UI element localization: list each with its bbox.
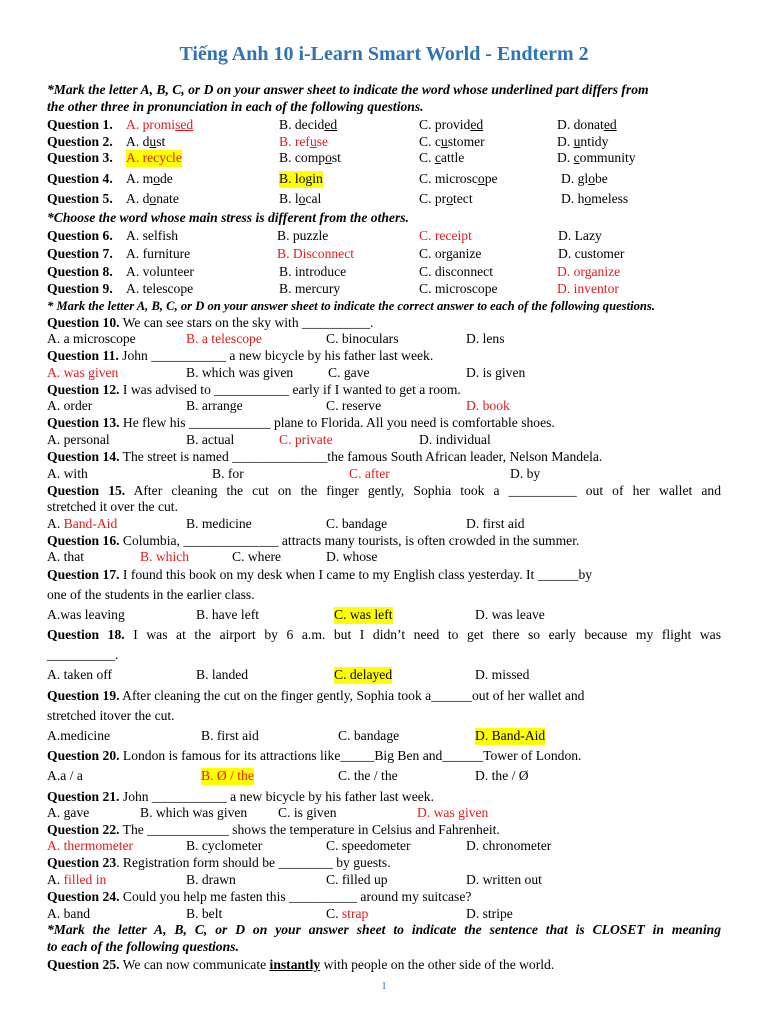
question-17-stem-cont: one of the students in the earlier class.	[47, 587, 255, 602]
q13-option-b[interactable]: B. actual	[186, 432, 235, 447]
q4-option-b[interactable]: B. login	[279, 171, 323, 186]
q17-option-b[interactable]: B. have left	[196, 607, 260, 622]
question-9-label: Question 9.	[47, 281, 113, 296]
question-6-label: Question 6.	[47, 228, 113, 243]
q8-option-c[interactable]: C. disconnect	[419, 264, 493, 279]
q10-option-c[interactable]: C. binoculars	[326, 331, 399, 346]
instruction-pronunciation-cont: the other three in pronunciation in each of the following questions.	[47, 99, 424, 114]
q7-option-d[interactable]: D. customer	[558, 246, 625, 261]
q7-option-a[interactable]: A. furniture	[126, 246, 191, 261]
question-15-stem-cont: stretched it over the cut.	[47, 499, 178, 514]
q18-option-b[interactable]: B. landed	[196, 667, 249, 682]
q23-option-d[interactable]: D. written out	[466, 872, 542, 887]
q19-option-c[interactable]: C. bandage	[338, 728, 400, 743]
q13-option-d[interactable]: D. individual	[419, 432, 491, 447]
q6-option-d[interactable]: D. Lazy	[558, 228, 602, 243]
q21-option-d[interactable]: D. was given	[417, 805, 489, 820]
q9-option-d[interactable]: D. inventor	[557, 281, 619, 296]
q16-option-a[interactable]: A. that	[47, 549, 84, 564]
q24-option-c[interactable]: C. strap	[326, 906, 369, 921]
q3-option-c[interactable]: C. cattle	[419, 150, 465, 165]
q24-option-d[interactable]: D. stripe	[466, 906, 513, 921]
q12-option-a[interactable]: A. order	[47, 398, 93, 413]
question-24-stem: Question 24. Could you help me fasten this __________ around my suitcase?	[47, 889, 472, 904]
q2-option-b[interactable]: B. refuse	[279, 134, 329, 149]
question-14-stem: Question 14. The street is named ______________the famous South African leader, Nelson Mandela.	[47, 449, 603, 464]
q23-option-c[interactable]: C. filled up	[326, 872, 388, 887]
question-5-label: Question 5.	[47, 191, 113, 206]
q18-option-d[interactable]: D. missed	[475, 667, 530, 682]
q7-option-c[interactable]: C. organize	[419, 246, 482, 261]
page-number: 1	[381, 980, 387, 992]
q1-option-a[interactable]: A. promised	[126, 117, 194, 132]
q9-option-c[interactable]: C. microscope	[419, 281, 498, 296]
q8-option-a[interactable]: A. volunteer	[126, 264, 194, 279]
question-16-stem: Question 16. Columbia, ______________ attracts many tourists, is often crowded in the summer.	[47, 533, 580, 548]
q5-option-a[interactable]: A. donate	[126, 191, 179, 206]
q22-option-d[interactable]: D. chronometer	[466, 838, 552, 853]
q12-option-c[interactable]: C. reserve	[326, 398, 382, 413]
q6-option-a[interactable]: A. selfish	[126, 228, 179, 243]
question-20-stem: Question 20. London is famous for its attractions like_____Big Ben and______Tower of London.	[47, 748, 582, 763]
q22-option-c[interactable]: C. speedometer	[326, 838, 411, 853]
question-25-stem: Question 25. We can now communicate instantly with people on the other side of the world.	[47, 957, 555, 972]
question-17-stem: Question 17. I found this book on my desk when I came to my English class yesterday. It ______by	[47, 567, 593, 582]
q15-option-b[interactable]: B. medicine	[186, 516, 252, 531]
question-19-stem-cont: stretched itover the cut.	[47, 708, 175, 723]
question-10-stem: Question 10. We can see stars on the sky with __________.	[47, 315, 374, 330]
q2-option-d[interactable]: D. untidy	[557, 134, 609, 149]
q9-option-b[interactable]: B. mercury	[279, 281, 341, 296]
q4-option-a[interactable]: A. mode	[126, 171, 173, 186]
q11-option-c[interactable]: C. gave	[328, 365, 370, 380]
question-15-stem: Question 15. After cleaning the cut on the finger gently, Sophia took a __________ out of her wallet and	[47, 483, 721, 498]
q7-option-b[interactable]: B. Disconnect	[277, 246, 355, 261]
question-22-stem: Question 22. The ____________ shows the temperature in Celsius and Fahrenheit.	[47, 822, 500, 837]
q1-option-c[interactable]: C. provided	[419, 117, 484, 132]
question-18-stem: Question 18. I was at the airport by 6 a.m. but I didn’t need to get there so early because my flight was	[47, 627, 721, 642]
question-21-stem: Question 21. John ___________ a new bicycle by his father last week.	[47, 789, 434, 804]
question-13-stem: Question 13. He flew his ____________ plane to Florida. All you need is comfortable shoes.	[47, 415, 555, 430]
question-18-stem-cont: __________.	[47, 647, 119, 662]
page-title: Tiếng Anh 10 i-Learn Smart World - Endterm 2	[179, 43, 589, 65]
q14-option-b[interactable]: B. for	[212, 466, 244, 481]
q17-option-a[interactable]: A.was leaving	[47, 607, 125, 622]
q16-option-b[interactable]: B. which	[140, 549, 190, 564]
q3-option-a[interactable]: A. recycle	[126, 150, 182, 165]
q3-option-d[interactable]: D. community	[557, 150, 636, 165]
instruction-pronunciation: *Mark the letter A, B, C, or D on your answer sheet to indicate the word whose underlined part differs from	[47, 82, 649, 97]
q19-option-a[interactable]: A.medicine	[47, 728, 111, 743]
q22-option-a[interactable]: A. thermometer	[47, 838, 134, 853]
q24-option-a[interactable]: A. band	[47, 906, 91, 921]
question-4-label: Question 4.	[47, 171, 113, 186]
question-19-stem: Question 19. After cleaning the cut on the finger gently, Sophia took a______out of her wallet and	[47, 688, 585, 703]
question-3-label: Question 3.	[47, 150, 113, 165]
q14-option-d[interactable]: D. by	[510, 466, 541, 481]
q20-option-d[interactable]: D. the / Ø	[475, 768, 529, 783]
question-23-stem: Question 23. Registration form should be ________ by guests.	[47, 855, 391, 870]
question-1-label: Question 1.	[47, 117, 113, 132]
question-12-stem: Question 12. I was advised to ___________ early if I wanted to get a room.	[47, 382, 461, 397]
q10-option-b[interactable]: B. a telescope	[186, 331, 262, 346]
q12-option-b[interactable]: B. arrange	[186, 398, 243, 413]
q20-option-b[interactable]: B. Ø / the	[201, 768, 254, 783]
q5-option-c[interactable]: C. protect	[419, 191, 473, 206]
q9-option-a[interactable]: A. telescope	[126, 281, 194, 296]
q19-option-b[interactable]: B. first aid	[201, 728, 259, 743]
q8-option-b[interactable]: B. introduce	[279, 264, 347, 279]
q21-option-a[interactable]: A. gave	[47, 805, 90, 820]
q22-option-b[interactable]: B. cyclometer	[186, 838, 263, 853]
q15-option-d[interactable]: D. first aid	[466, 516, 525, 531]
q5-option-d[interactable]: D. homeless	[561, 191, 629, 206]
q19-option-d[interactable]: D. Band-Aid	[475, 728, 546, 743]
question-8-label: Question 8.	[47, 264, 113, 279]
q4-option-c[interactable]: C. microscope	[419, 171, 498, 186]
q8-option-d[interactable]: D. organize	[557, 264, 621, 279]
q4-option-d[interactable]: D. globe	[561, 171, 608, 186]
instruction-stress: *Choose the word whose main stress is different from the others.	[47, 210, 409, 225]
q2-option-c[interactable]: C. customer	[419, 134, 485, 149]
q12-option-d[interactable]: D. book	[466, 398, 510, 413]
q23-option-a[interactable]: A. filled in	[47, 872, 107, 887]
instruction-correct-answer: * Mark the letter A, B, C, or D on your answer sheet to indicate the correct answer to each of the following questions.	[47, 299, 655, 313]
q6-option-c[interactable]: C. receipt	[419, 228, 472, 243]
q6-option-b[interactable]: B. puzzle	[277, 228, 329, 243]
q3-option-b[interactable]: B. compost	[279, 150, 341, 165]
q24-option-b[interactable]: B. belt	[186, 906, 223, 921]
q21-option-c[interactable]: C. is given	[278, 805, 337, 820]
q13-option-c[interactable]: C. private	[279, 432, 333, 447]
q11-option-b[interactable]: B. which was given	[186, 365, 294, 380]
q17-option-c[interactable]: C. was left	[334, 607, 393, 622]
q13-option-a[interactable]: A. personal	[47, 432, 110, 447]
instruction-closest-meaning-cont: to each of the following questions.	[47, 939, 239, 954]
q11-option-a[interactable]: A. was given	[47, 365, 119, 380]
instruction-closest-meaning: *Mark the letter A, B, C, or D on your answer sheet to indicate the sentence that is CLOSET in meaning	[47, 922, 721, 937]
q15-option-a[interactable]: A. Band-Aid	[47, 516, 118, 531]
q20-option-a[interactable]: A.a / a	[47, 768, 83, 783]
q20-option-c[interactable]: C. the / the	[338, 768, 398, 783]
q16-option-c[interactable]: C. where	[232, 549, 282, 564]
q1-option-d[interactable]: D. donated	[557, 117, 617, 132]
q18-option-a[interactable]: A. taken off	[47, 667, 113, 682]
q14-option-a[interactable]: A. with	[47, 466, 88, 481]
q21-option-b[interactable]: B. which was given	[140, 805, 248, 820]
q14-option-c[interactable]: C. after	[349, 466, 390, 481]
q15-option-c[interactable]: C. bandage	[326, 516, 388, 531]
q1-option-b[interactable]: B. decided	[279, 117, 338, 132]
question-2-label: Question 2.	[47, 134, 113, 149]
q10-option-d[interactable]: D. lens	[466, 331, 505, 346]
q18-option-c[interactable]: C. delayed	[334, 667, 393, 682]
q16-option-d[interactable]: D. whose	[326, 549, 378, 564]
question-11-stem: Question 11. John ___________ a new bicycle by his father last week.	[47, 348, 434, 363]
q11-option-d[interactable]: D. is given	[466, 365, 526, 380]
q17-option-d[interactable]: D. was leave	[475, 607, 545, 622]
q5-option-b[interactable]: B. local	[279, 191, 322, 206]
q23-option-b[interactable]: B. drawn	[186, 872, 236, 887]
q10-option-a[interactable]: A. a microscope	[47, 331, 136, 346]
question-7-label: Question 7.	[47, 246, 113, 261]
q2-option-a[interactable]: A. dust	[126, 134, 166, 149]
